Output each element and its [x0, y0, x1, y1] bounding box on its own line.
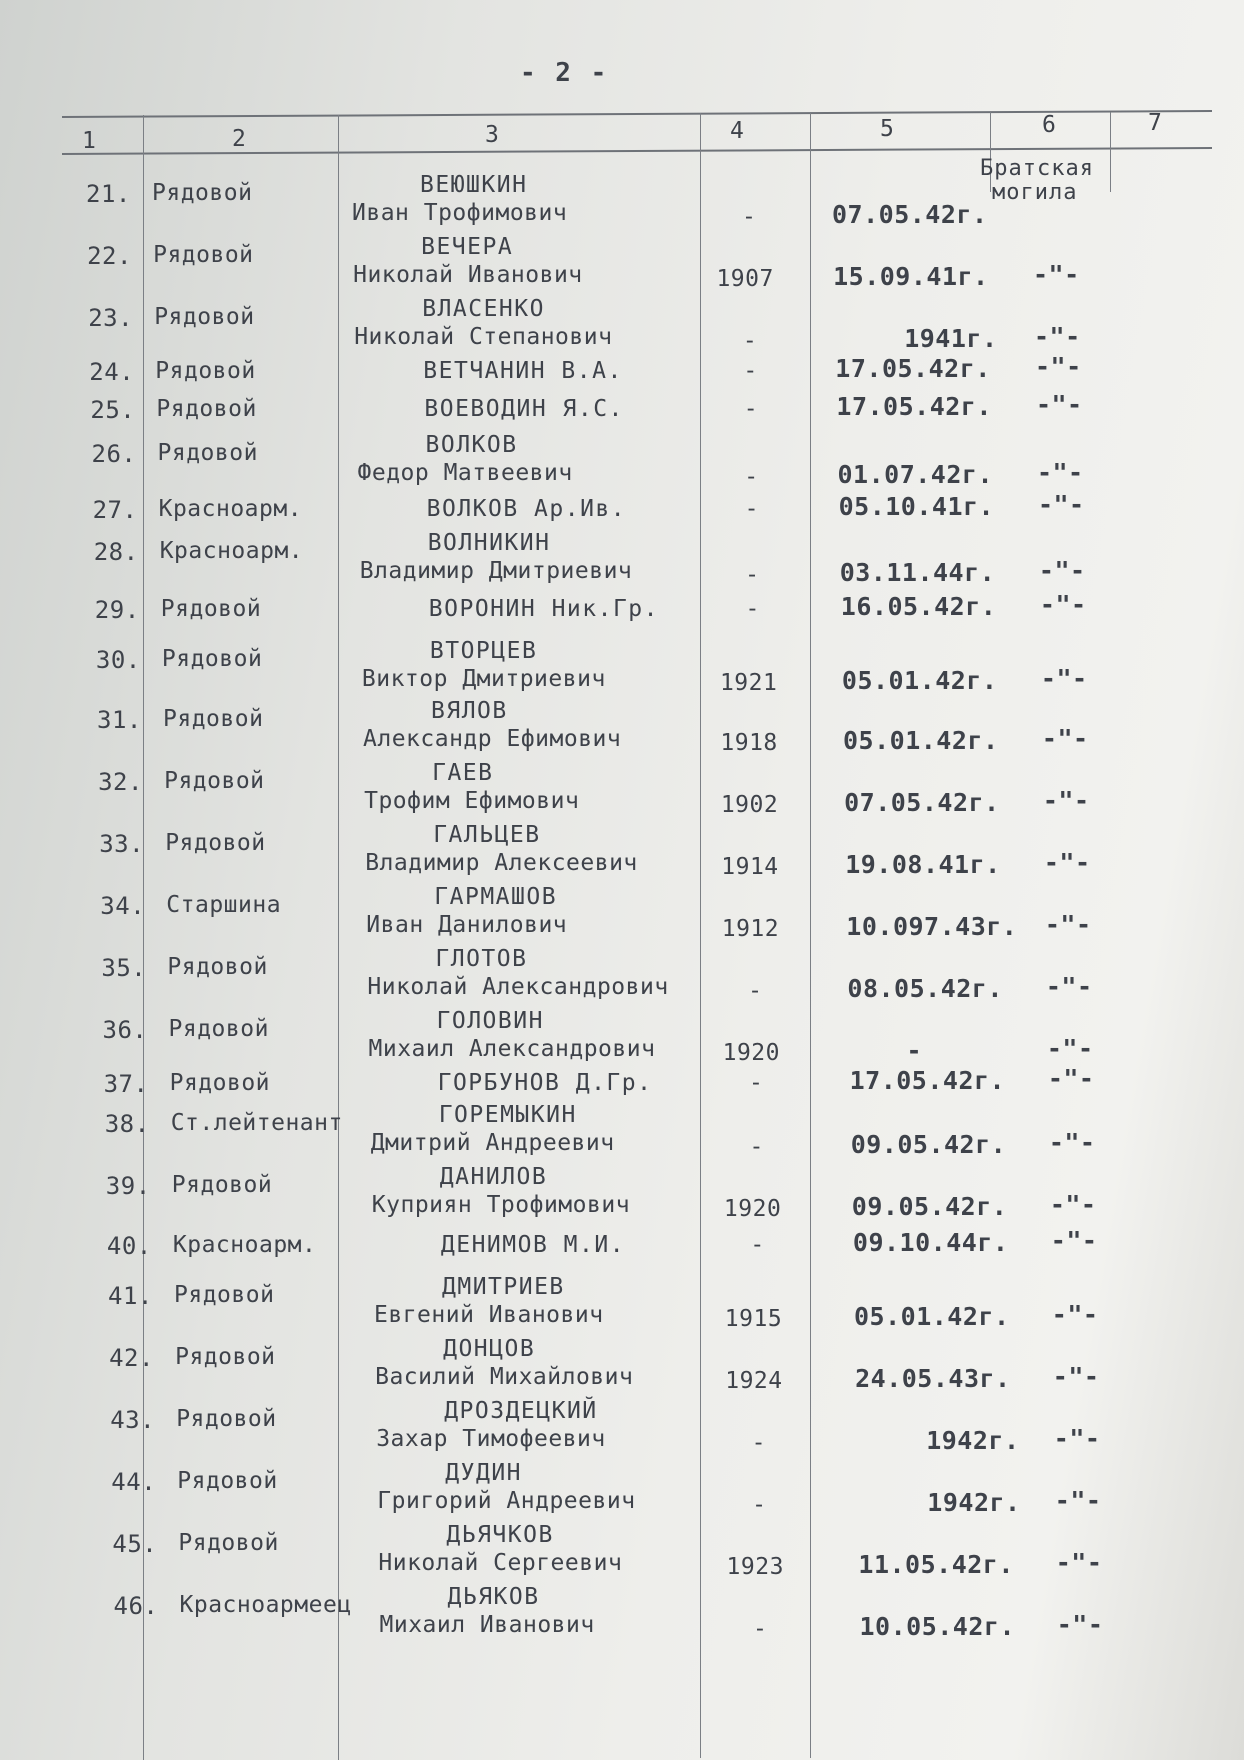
row-number: 28.: [93, 538, 139, 566]
row-given-names: Григорий Андреевич: [377, 1488, 636, 1514]
row-birth-year: -: [753, 1616, 768, 1642]
row-death-date: 09.05.42г.: [850, 1130, 1007, 1159]
row-given-names: Николай Александрович: [367, 974, 669, 1000]
row-death-date: 01.07.42г.: [837, 460, 994, 489]
row-number: 26.: [91, 440, 137, 468]
row-given-names: Михаил Александрович: [368, 1036, 656, 1062]
row-number: 33.: [99, 830, 145, 858]
row-burial-ditto: -"-: [1054, 1486, 1102, 1515]
row-surname: ВТОРЦЕВ: [429, 638, 538, 664]
row-rank: Красноарм.: [159, 538, 304, 564]
row-number: 29.: [94, 596, 140, 624]
row-surname: ВОЛНИКИН: [427, 530, 551, 556]
row-burial-ditto: -"-: [1053, 1424, 1101, 1453]
row-death-date: 17.05.42г.: [835, 354, 991, 383]
row-birth-year: 1920: [723, 1196, 782, 1222]
row-given-names: Трофим Ефимович: [364, 788, 580, 814]
row-given-names: Николай Сергеевич: [378, 1550, 623, 1576]
row-death-date: 24.05.43г.: [855, 1364, 1011, 1393]
row-surname: ВОРОНИН Ник.Гр.: [428, 596, 660, 622]
row-number: 39.: [105, 1172, 151, 1200]
row-given-names: Федор Матвеевич: [357, 460, 573, 486]
row-birth-year: -: [745, 596, 760, 622]
row-birth-year: -: [751, 1430, 767, 1456]
row-birth-year: 1915: [724, 1306, 783, 1332]
row-burial-ditto: -"-: [1048, 1128, 1096, 1157]
row-number: 36.: [102, 1016, 148, 1044]
column-header-3: 3: [485, 122, 500, 148]
row-rank: Рядовой: [171, 1172, 273, 1198]
column-divider-3: [700, 113, 701, 1758]
row-surname: ГЛОТОВ: [435, 946, 528, 972]
row-burial-ditto: -"-: [1056, 1610, 1104, 1639]
row-number: 32.: [98, 768, 143, 796]
row-surname: ДЬЯЧКОВ: [446, 1522, 554, 1548]
row-surname: ДЬЯКОВ: [447, 1584, 540, 1610]
row-rank: Рядовой: [174, 1282, 275, 1308]
column-divider-6: [1110, 112, 1111, 192]
row-birth-year: -: [752, 1492, 767, 1518]
row-number: 22.: [87, 242, 132, 270]
row-rank: Рядовой: [165, 830, 266, 856]
row-burial-ditto: -"-: [1034, 352, 1082, 381]
column-divider-1: [143, 115, 144, 1760]
row-number: 38.: [104, 1110, 150, 1138]
row-surname: ГАЛЬЦЕВ: [433, 822, 541, 848]
row-surname: ВОЛКОВ: [425, 432, 518, 458]
row-birth-year: 1918: [720, 730, 778, 756]
row-number: 27.: [92, 496, 138, 524]
row-given-names: Виктор Дмитриевич: [361, 666, 606, 692]
row-given-names: Владимир Алексеевич: [365, 850, 638, 876]
row-death-date: -: [906, 1036, 923, 1065]
row-given-names: Михаил Иванович: [379, 1612, 595, 1638]
row-number: 35.: [101, 954, 147, 982]
row-given-names: Дмитрий Андреевич: [370, 1130, 615, 1156]
burial-label-line-1: Братская: [980, 156, 1094, 181]
page-number: - 2 -: [520, 58, 609, 88]
row-death-date: 05.01.42г.: [854, 1302, 1010, 1331]
row-given-names: Николай Степанович: [354, 324, 613, 350]
row-surname: ВЯЛОВ: [431, 698, 508, 724]
row-death-date: 19.08.41г.: [845, 850, 1001, 879]
row-death-date: 1941г.: [904, 324, 998, 353]
row-birth-year: -: [743, 358, 758, 384]
row-burial-ditto: -"-: [1050, 1226, 1098, 1255]
row-death-date: 09.05.42г.: [851, 1192, 1008, 1221]
row-surname: ВЕЧЕРА: [421, 234, 514, 260]
row-rank: Рядовой: [164, 768, 265, 794]
row-rank: Красноарм.: [172, 1232, 317, 1258]
row-number: 31.: [97, 706, 142, 734]
row-rank: Красноармеец: [179, 1592, 352, 1618]
row-birth-year: -: [744, 464, 759, 490]
row-surname: ДУДИН: [445, 1460, 523, 1486]
row-surname: ГОЛОВИН: [436, 1008, 544, 1034]
row-rank: Рядовой: [161, 646, 263, 672]
row-birth-year: -: [745, 562, 760, 588]
row-rank: Рядовой: [160, 596, 262, 622]
row-given-names: Николай Иванович: [353, 262, 583, 288]
row-birth-year: -: [742, 328, 758, 354]
row-given-names: Василий Михайлович: [375, 1364, 634, 1390]
row-burial-ditto: -"-: [1037, 490, 1085, 519]
column-header-7: 7: [1148, 110, 1163, 136]
row-given-names: Куприян Трофимович: [371, 1192, 631, 1218]
row-rank: Рядовой: [156, 396, 257, 422]
row-birth-year: -: [748, 978, 763, 1004]
row-surname: ВОЛКОВ Ар.Ив.: [426, 496, 627, 522]
row-birth-year: -: [742, 204, 757, 230]
row-rank: Рядовой: [177, 1468, 278, 1494]
row-surname: ДРОЗДЕЦКИЙ: [444, 1398, 598, 1424]
row-rank: Красноарм.: [158, 496, 303, 522]
row-number: 41.: [108, 1282, 153, 1310]
row-rank: Рядовой: [176, 1406, 277, 1432]
row-rank: Старшина: [166, 892, 282, 918]
row-number: 45.: [112, 1530, 158, 1558]
row-given-names: Иван Данилович: [366, 912, 568, 938]
row-burial-ditto: -"-: [1052, 1362, 1100, 1391]
row-surname: ВЛАСЕНКО: [422, 296, 545, 322]
column-header-1: 1: [82, 128, 97, 154]
row-surname: ДМИТРИЕВ: [442, 1274, 565, 1300]
row-rank: Рядовой: [154, 304, 255, 330]
row-number: 46.: [113, 1592, 159, 1620]
row-surname: ДОНЦОВ: [443, 1336, 536, 1362]
row-number: 42.: [109, 1344, 154, 1372]
row-burial-ditto: -"-: [1055, 1548, 1103, 1577]
row-given-names: Александр Ефимович: [363, 726, 622, 752]
row-number: 30.: [95, 646, 141, 674]
row-birth-year: -: [749, 1070, 764, 1096]
row-number: 44.: [111, 1468, 157, 1496]
row-death-date: 07.05.42г.: [844, 788, 1000, 817]
row-surname: ДАНИЛОВ: [439, 1164, 548, 1190]
row-number: 23.: [88, 304, 134, 332]
row-death-date: 15.09.41г.: [833, 262, 989, 291]
row-given-names: Евгений Иванович: [374, 1302, 604, 1328]
row-burial-ditto: -"-: [1033, 322, 1081, 351]
row-rank: Рядовой: [168, 1016, 269, 1042]
row-burial-ditto: -"-: [1042, 786, 1090, 815]
row-given-names: Захар Тимофеевич: [376, 1426, 606, 1452]
row-number: 34.: [100, 892, 146, 920]
column-header-5: 5: [880, 116, 895, 142]
row-death-date: 11.05.42г.: [858, 1550, 1014, 1579]
row-birth-year: 1912: [721, 916, 780, 942]
row-rank: Рядовой: [152, 180, 253, 206]
row-given-names: Иван Трофимович: [352, 200, 568, 226]
row-burial-ditto: -"-: [1049, 1190, 1097, 1219]
row-rank: Рядовой: [163, 706, 264, 732]
column-divider-4: [810, 113, 811, 1758]
row-burial-ditto: -"-: [1036, 458, 1084, 487]
row-death-date: 17.05.42г.: [836, 392, 992, 421]
row-death-date: 05.01.42г.: [841, 666, 998, 695]
row-birth-year: -: [750, 1232, 765, 1258]
column-header-6: 6: [1042, 112, 1057, 138]
row-surname: ГАРМАШОВ: [434, 884, 558, 910]
row-birth-year: -: [744, 496, 759, 522]
row-death-date: 05.01.42г.: [843, 726, 999, 755]
row-birth-year: 1914: [721, 854, 779, 880]
row-burial-ditto: -"-: [1039, 590, 1087, 619]
row-death-date: 16.05.42г.: [840, 592, 997, 621]
row-given-names: Владимир Дмитриевич: [359, 558, 633, 584]
row-surname: ГОРБУНОВ Д.Гр.: [437, 1070, 653, 1096]
row-rank: Рядовой: [155, 358, 256, 384]
row-burial-ditto: -"-: [1032, 260, 1080, 289]
row-number: 43.: [110, 1406, 156, 1434]
row-rank: Рядовой: [178, 1530, 279, 1556]
row-birth-year: -: [749, 1134, 764, 1160]
row-death-date: 1942г.: [926, 1426, 1020, 1455]
row-birth-year: 1902: [720, 792, 779, 818]
row-death-date: 05.10.41г.: [838, 492, 995, 521]
row-surname: ВОЕВОДИН Я.С.: [424, 396, 624, 422]
row-burial-ditto: -"-: [1045, 972, 1093, 1001]
row-surname: ГАЕВ: [432, 760, 494, 786]
row-death-date: 09.10.44г.: [852, 1228, 1009, 1257]
row-rank: Рядовой: [169, 1070, 271, 1096]
column-header-2: 2: [232, 126, 247, 152]
column-header-4: 4: [730, 118, 745, 144]
row-burial-ditto: -"-: [1051, 1300, 1099, 1329]
row-birth-year: 1923: [726, 1554, 784, 1580]
row-burial-ditto: -"-: [1035, 390, 1083, 419]
row-number: 24.: [89, 358, 135, 386]
row-birth-year: 1921: [719, 670, 778, 696]
row-burial-ditto: -"-: [1041, 724, 1089, 753]
row-death-date: 08.05.42г.: [847, 974, 1003, 1003]
row-rank: Рядовой: [157, 440, 258, 466]
row-rank: Рядовой: [167, 954, 268, 980]
row-number: 21.: [86, 180, 131, 208]
row-birth-year: -: [743, 396, 759, 422]
row-death-date: 10.05.42г.: [859, 1612, 1016, 1641]
row-death-date: 03.11.44г.: [839, 558, 996, 587]
row-birth-year: 1924: [725, 1368, 783, 1394]
column-divider-2: [338, 115, 339, 1760]
row-burial-ditto: -"-: [1038, 556, 1086, 585]
row-number: 25.: [90, 396, 136, 424]
row-number: 37.: [103, 1070, 149, 1098]
row-death-date: 10.097.43г.: [846, 912, 1018, 941]
row-surname: ВЕТЧАНИН В.А.: [423, 358, 623, 384]
row-death-date: 1942г.: [927, 1488, 1021, 1517]
row-burial-ditto: -"-: [1044, 910, 1092, 939]
row-burial-ditto: -"-: [1046, 1034, 1094, 1063]
row-birth-year: 1920: [722, 1040, 780, 1066]
row-surname: ВЕЮШКИН: [420, 172, 528, 198]
row-death-date: 07.05.42г.: [832, 200, 988, 229]
row-surname: ДЕНИМОВ М.И.: [440, 1232, 626, 1258]
row-death-date: 17.05.42г.: [849, 1066, 1006, 1095]
row-burial-ditto: -"-: [1040, 664, 1088, 693]
row-surname: ГОРЕМЫКИН: [438, 1102, 577, 1128]
burial-label-line-2: могила: [992, 180, 1078, 205]
row-rank: Рядовой: [153, 242, 254, 268]
row-burial-ditto: -"-: [1043, 848, 1091, 877]
row-birth-year: 1907: [716, 266, 774, 292]
row-rank: Рядовой: [175, 1344, 276, 1370]
row-rank: Ст.лейтенант: [170, 1110, 343, 1136]
row-number: 40.: [106, 1232, 152, 1260]
row-burial-ditto: -"-: [1047, 1064, 1095, 1093]
